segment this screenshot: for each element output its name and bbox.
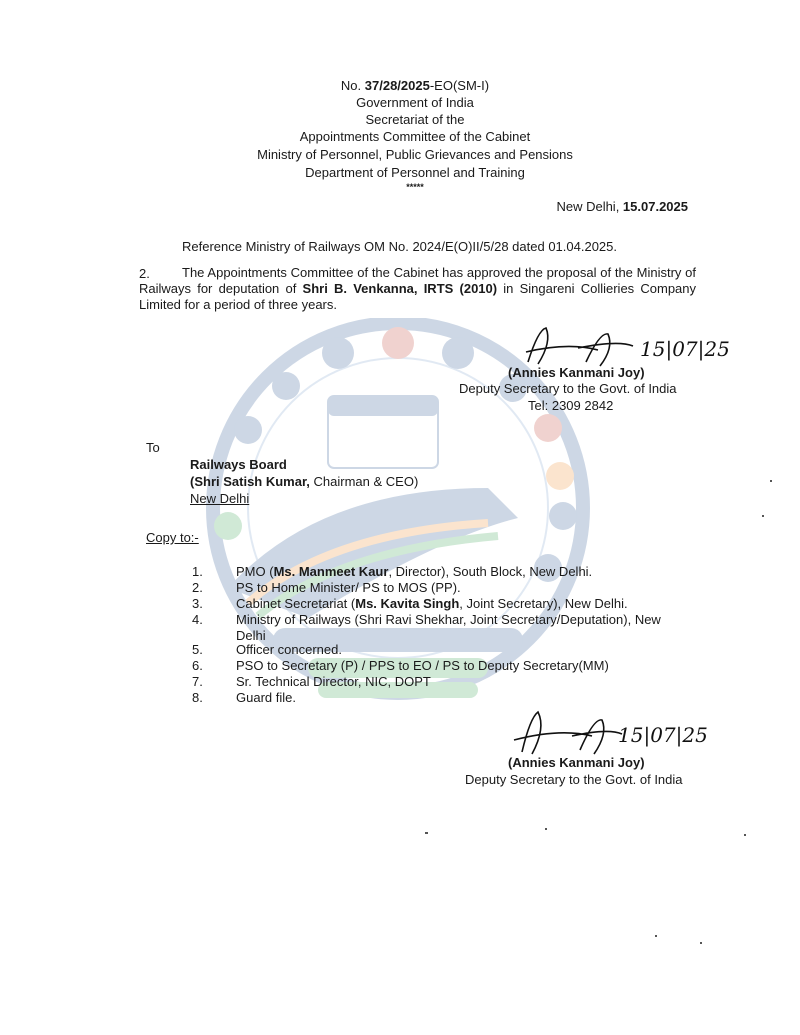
list-item: 7. Sr. Technical Director, NIC, DOPT [192,674,431,689]
icon-banks [234,416,262,444]
handwritten-signature-2 [500,706,730,758]
signatory-1-name: (Annies Kanmani Joy) [508,365,645,380]
scan-speck [545,828,547,830]
signatory-1-tel: Tel: 2309 2842 [528,398,614,413]
icon-govt [322,337,354,369]
scan-speck [770,480,772,482]
icon-health [534,414,562,442]
handwritten-date-2: 15|07|25 [618,723,708,747]
list-item: 5. Officer concerned. [192,642,342,657]
signatory-1-designation: Deputy Secretary to the Govt. of India [459,381,677,396]
header-stars: ***** [406,182,424,192]
to-addressee: Railways Board [190,457,287,472]
handwritten-date-1: 15|07|25 [640,337,730,361]
list-item: 2. PS to Home Minister/ PS to MOS (PP). [192,580,461,595]
header-line-3: Appointments Committee of the Cabinet [299,129,531,144]
icon-state [442,337,474,369]
reference-line: Reference Ministry of Railways OM No. 2024/E(O)II/5/28 dated 01.04.2025. [182,239,617,254]
list-item: Delhi [236,628,266,643]
scan-speck [744,834,746,836]
to-label: To [146,440,160,455]
header-line-5: Department of Personnel and Training [305,165,525,180]
scan-speck [762,515,764,517]
icon-court [382,327,414,359]
header-line-1: Government of India [356,95,474,110]
header-line-2: Secretariat of the [365,112,465,127]
scan-speck [655,935,657,937]
copy-to-label: Copy to:- [146,530,199,545]
para-number: 2. [139,266,150,281]
header-line-4: Ministry of Personnel, Public Grievances and Pensions [257,147,573,162]
list-item: 6. PSO to Secretary (P) / PPS to EO / PS to Deputy Secretary(MM) [192,658,609,673]
list-item: 4. Ministry of Railways (Shri Ravi Shekhar, Joint Secretary/Deputation), New [192,612,661,627]
icon-deputation [214,512,242,540]
to-addressee-person: (Shri Satish Kumar, Chairman & CEO) [190,474,419,489]
issue-date: New Delhi, 15.07.2025 [556,199,688,214]
signatory-2-name: (Annies Kanmani Joy) [508,755,645,770]
icon-education [549,502,577,530]
icon-legal [546,462,574,490]
scan-speck [700,942,702,944]
signatory-2-designation: Deputy Secretary to the Govt. of India [465,772,683,787]
list-item: 3. Cabinet Secretariat (Ms. Kavita Singh, Joint Secretary), New Delhi. [192,596,628,611]
scan-speck [425,832,428,834]
list-item: 1. PMO (Ms. Manmeet Kaur, Director), South Block, New Delhi. [192,564,593,579]
to-addressee-city: New Delhi [190,491,250,506]
file-number: No. 37/28/2025-EO(SM-I) [340,78,490,93]
para-2-body: The Appointments Committee of the Cabinet has approved the proposal of the Ministry of Railways for deputation of Shri B. Venkanna, IRTS (2010) in Singareni Collieries Company Limited for a period of three years. [139,265,697,312]
list-item: 8. Guard file. [192,690,296,705]
icon-recruitment [272,372,300,400]
